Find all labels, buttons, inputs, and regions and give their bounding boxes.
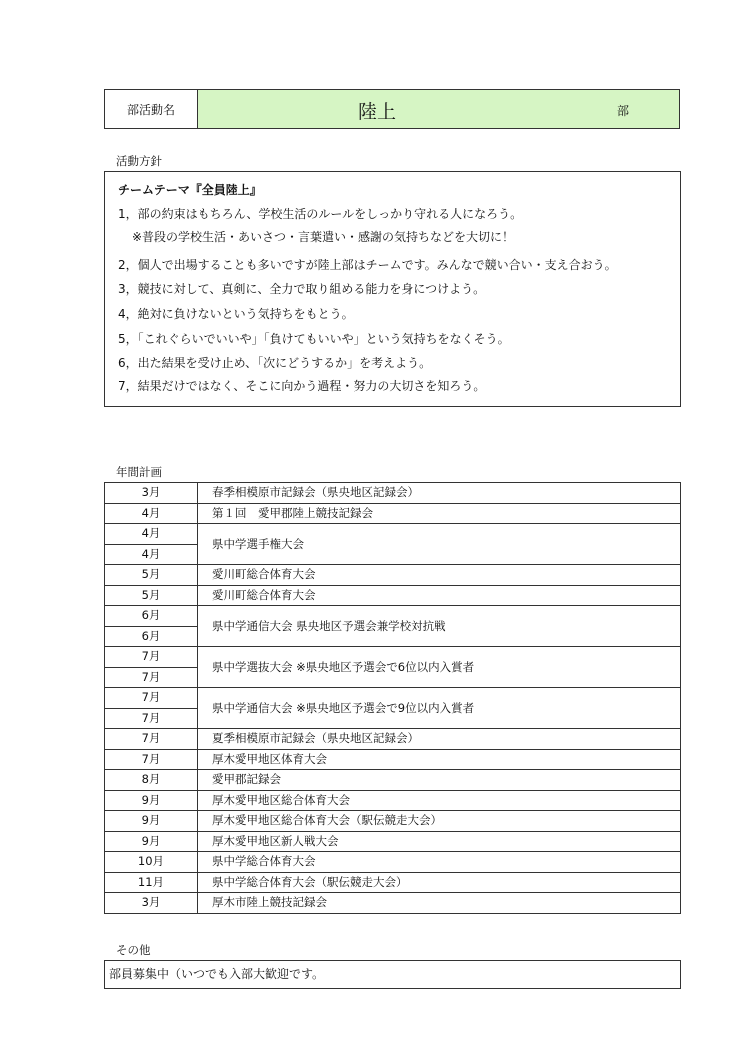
month-cell: 5月 xyxy=(105,565,198,586)
table-row xyxy=(105,811,681,832)
policy-line: 7，結果だけではなく、そこに向かう過程・努力の大切さを知ろう。 xyxy=(118,379,486,393)
month-cell: 7月 xyxy=(105,688,198,709)
policy-line: 4，絶対に負けないという気持ちをもとう。 xyxy=(118,307,354,321)
event-cell: 厚木市陸上競技記録会 xyxy=(198,893,681,914)
event-cell: 県中学選抜大会 ※県央地区予選会で6位以内入賞者 xyxy=(198,647,681,688)
month-cell: 3月 xyxy=(105,483,198,504)
event-cell: 県中学選手権大会 xyxy=(198,524,681,565)
table-row xyxy=(105,831,681,852)
event-cell: 夏季相模原市記録会（県央地区記録会） xyxy=(198,729,681,750)
table-row xyxy=(105,565,681,586)
club-suffix: 部 xyxy=(616,104,629,118)
policy-section-title: 活動方針 xyxy=(116,154,162,168)
month-cell: 6月 xyxy=(105,606,198,627)
event-cell: 厚木愛甲地区体育大会 xyxy=(198,749,681,770)
club-name: 陸上 xyxy=(358,101,397,123)
month-cell: 4月 xyxy=(105,524,198,545)
event-cell: 第１回 愛甲郡陸上競技記録会 xyxy=(198,503,681,524)
policy-box xyxy=(104,171,681,407)
event-cell: 厚木愛甲地区新人戦大会 xyxy=(198,831,681,852)
month-cell: 7月 xyxy=(105,729,198,750)
table-row xyxy=(105,749,681,770)
month-cell: 10月 xyxy=(105,852,198,873)
month-cell: 9月 xyxy=(105,811,198,832)
month-cell: 7月 xyxy=(105,708,198,729)
month-cell: 9月 xyxy=(105,831,198,852)
table-row xyxy=(105,852,681,873)
event-cell: 厚木愛甲地区総合体育大会（駅伝競走大会） xyxy=(198,811,681,832)
table-row xyxy=(105,503,681,524)
table-row xyxy=(105,585,681,606)
policy-line: 2，個人で出場することも多いですが陸上部はチームです。みんなで競い合い・支え合おう。 xyxy=(118,258,617,272)
event-cell: 愛川町総合体育大会 xyxy=(198,565,681,586)
policy-line: 1，部の約束はもちろん、学校生活のルールをしっかり守れる人になろう。 xyxy=(118,207,523,221)
month-cell: 9月 xyxy=(105,790,198,811)
club-name-table xyxy=(104,89,680,129)
club-label: 部活動名 xyxy=(105,90,198,128)
policy-line: 6，出た結果を受け止め、「次にどうするか」を考えよう。 xyxy=(118,356,432,370)
policy-note: ※普段の学校生活・あいさつ・言葉遣い・感謝の気持ちなどを大切に！ xyxy=(132,230,515,244)
table-row xyxy=(105,893,681,914)
month-cell: 5月 xyxy=(105,585,198,606)
event-cell: 県中学総合体育大会 xyxy=(198,852,681,873)
schedule-section-title: 年間計画 xyxy=(116,465,162,479)
event-cell: 愛川町総合体育大会 xyxy=(198,585,681,606)
table-row xyxy=(105,483,681,504)
month-cell: 11月 xyxy=(105,872,198,893)
month-cell: 7月 xyxy=(105,667,198,688)
table-row xyxy=(105,647,681,668)
table-row xyxy=(105,524,681,545)
month-cell: 3月 xyxy=(105,893,198,914)
policy-line: 3，競技に対して、真剣に、全力で取り組める能力を身につけよう。 xyxy=(118,282,486,296)
other-box: 部員募集中（いつでも入部大歓迎です。 xyxy=(104,960,681,989)
month-cell: 7月 xyxy=(105,647,198,668)
month-cell: 8月 xyxy=(105,770,198,791)
event-cell: 春季相模原市記録会（県央地区記録会） xyxy=(198,483,681,504)
event-cell: 県中学総合体育大会（駅伝競走大会） xyxy=(198,872,681,893)
month-cell: 6月 xyxy=(105,626,198,647)
month-cell: 4月 xyxy=(105,544,198,565)
event-cell: 愛甲郡記録会 xyxy=(198,770,681,791)
table-row xyxy=(105,770,681,791)
table-row xyxy=(105,729,681,750)
table-row xyxy=(105,606,681,627)
club-value-cell xyxy=(198,90,679,128)
table-row xyxy=(105,872,681,893)
event-cell: 県中学通信大会 県央地区予選会兼学校対抗戦 xyxy=(198,606,681,647)
schedule-table xyxy=(104,482,681,914)
policy-theme: チームテーマ『全員陸上』 xyxy=(118,183,262,197)
event-cell: 厚木愛甲地区総合体育大会 xyxy=(198,790,681,811)
table-row xyxy=(105,688,681,709)
table-row xyxy=(105,790,681,811)
month-cell: 4月 xyxy=(105,503,198,524)
event-cell: 県中学通信大会 ※県央地区予選会で9位以内入賞者 xyxy=(198,688,681,729)
month-cell: 7月 xyxy=(105,749,198,770)
other-section-title: その他 xyxy=(116,943,151,957)
policy-line: 5，「これぐらいでいいや」「負けてもいいや」という気持ちをなくそう。 xyxy=(118,332,510,346)
